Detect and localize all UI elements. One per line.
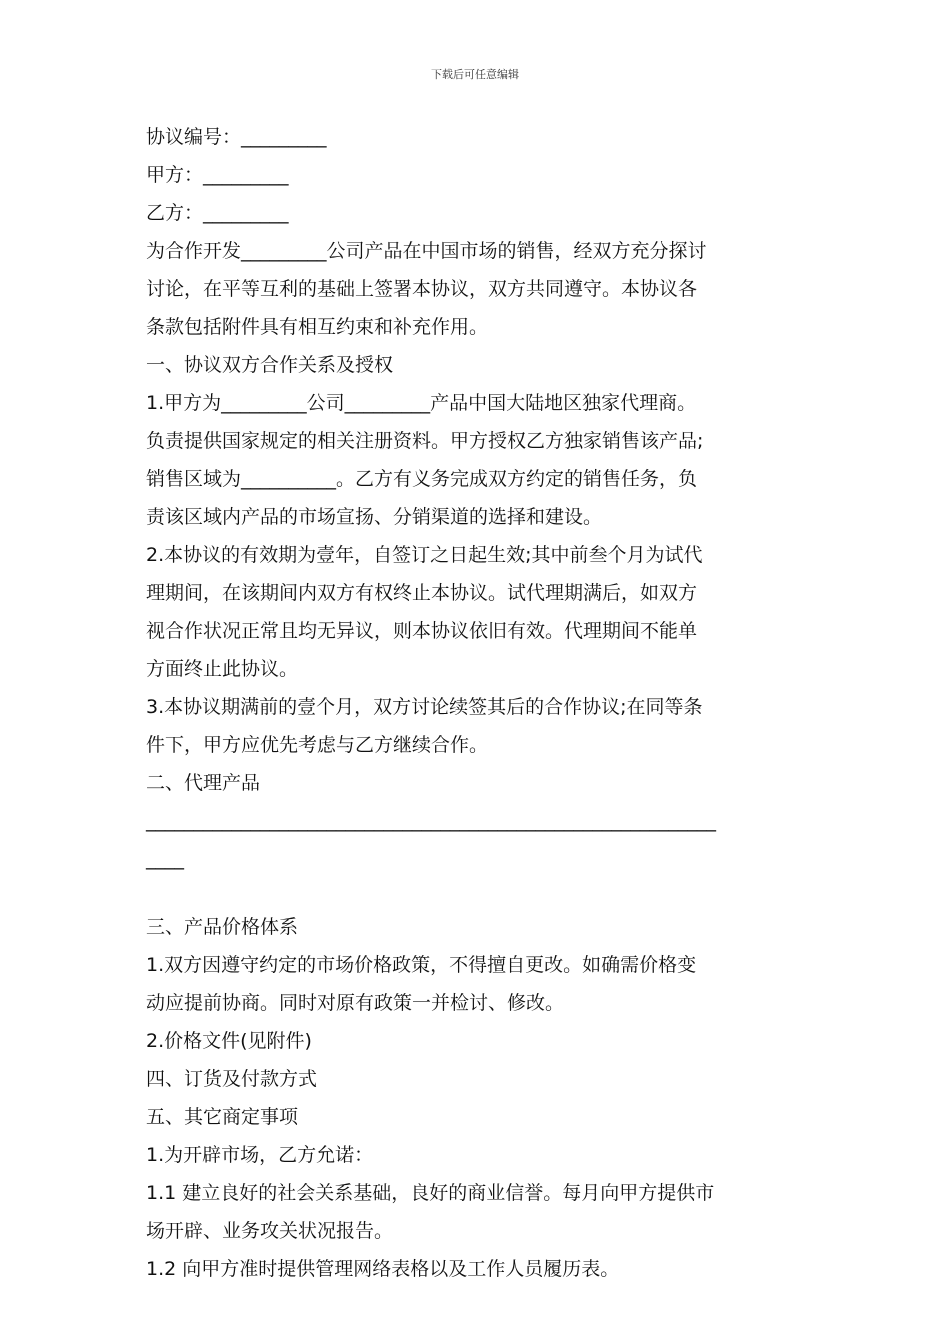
paragraph-line: 场开辟、业务攻关状况报告。	[146, 1220, 394, 1242]
paragraph-line: 视合作状况正常且均无异议，则本协议依旧有效。代理期间不能单	[146, 620, 698, 642]
section-heading-2: 二、代理产品	[146, 772, 261, 794]
paragraph-line: 件下，甲方应优先考虑与乙方继续合作。	[146, 734, 489, 756]
paragraph-line: 2.本协议的有效期为壹年，自签订之日起生效;其中前叁个月为试代	[146, 544, 703, 566]
section-heading-1: 一、协议双方合作关系及授权	[146, 354, 394, 376]
paragraph-line: 3.本协议期满前的壹个月，双方讨论续签其后的合作协议;在同等条	[146, 696, 703, 718]
section-heading-3: 三、产品价格体系	[146, 916, 299, 938]
paragraph-line: 为合作开发_________公司产品在中国市场的销售，经双方充分探讨	[146, 240, 707, 262]
agreement-number-line: 协议编号：_________	[146, 126, 327, 148]
page-header: 下载后可任意编辑	[431, 68, 519, 81]
paragraph-line: 销售区域为__________。乙方有义务完成双方约定的销售任务，负	[146, 468, 698, 490]
product-blank-line: ____________________________________________________________	[146, 810, 716, 832]
section-heading-4: 四、订货及付款方式	[146, 1068, 318, 1090]
paragraph-line: 1.1 建立良好的社会关系基础，良好的商业信誉。每月向甲方提供市	[146, 1182, 715, 1204]
paragraph-line: 动应提前协商。同时对原有政策一并检讨、修改。	[146, 992, 565, 1014]
spacer	[146, 878, 810, 908]
section-heading-5: 五、其它商定事项	[146, 1106, 299, 1128]
paragraph-line: 1.为开辟市场，乙方允诺：	[146, 1144, 374, 1166]
product-blank-line-end: ____	[146, 848, 184, 870]
party-a-line: 甲方：_________	[146, 164, 289, 186]
paragraph-line: 负责提供国家规定的相关注册资料。甲方授权乙方独家销售该产品;	[146, 430, 704, 452]
paragraph-line: 讨论，在平等互利的基础上签署本协议，双方共同遵守。本协议各	[146, 278, 698, 300]
paragraph-line: 1.甲方为_________公司_________产品中国大陆地区独家代理商。	[146, 392, 697, 414]
paragraph-line: 2.价格文件(见附件)	[146, 1030, 312, 1052]
paragraph-line: 理期间，在该期间内双方有权终止本协议。试代理期满后，如双方	[146, 582, 698, 604]
party-b-line: 乙方：_________	[146, 202, 289, 224]
paragraph-line: 责该区域内产品的市场宣扬、分销渠道的选择和建设。	[146, 506, 603, 528]
paragraph-line: 方面终止此协议。	[146, 658, 299, 680]
document-body	[146, 118, 810, 1288]
paragraph-line: 1.2 向甲方准时提供管理网络表格以及工作人员履历表。	[146, 1258, 620, 1280]
paragraph-line: 条款包括附件具有相互约束和补充作用。	[146, 316, 489, 338]
paragraph-line: 1.双方因遵守约定的市场价格政策，不得擅自更改。如确需价格变	[146, 954, 697, 976]
